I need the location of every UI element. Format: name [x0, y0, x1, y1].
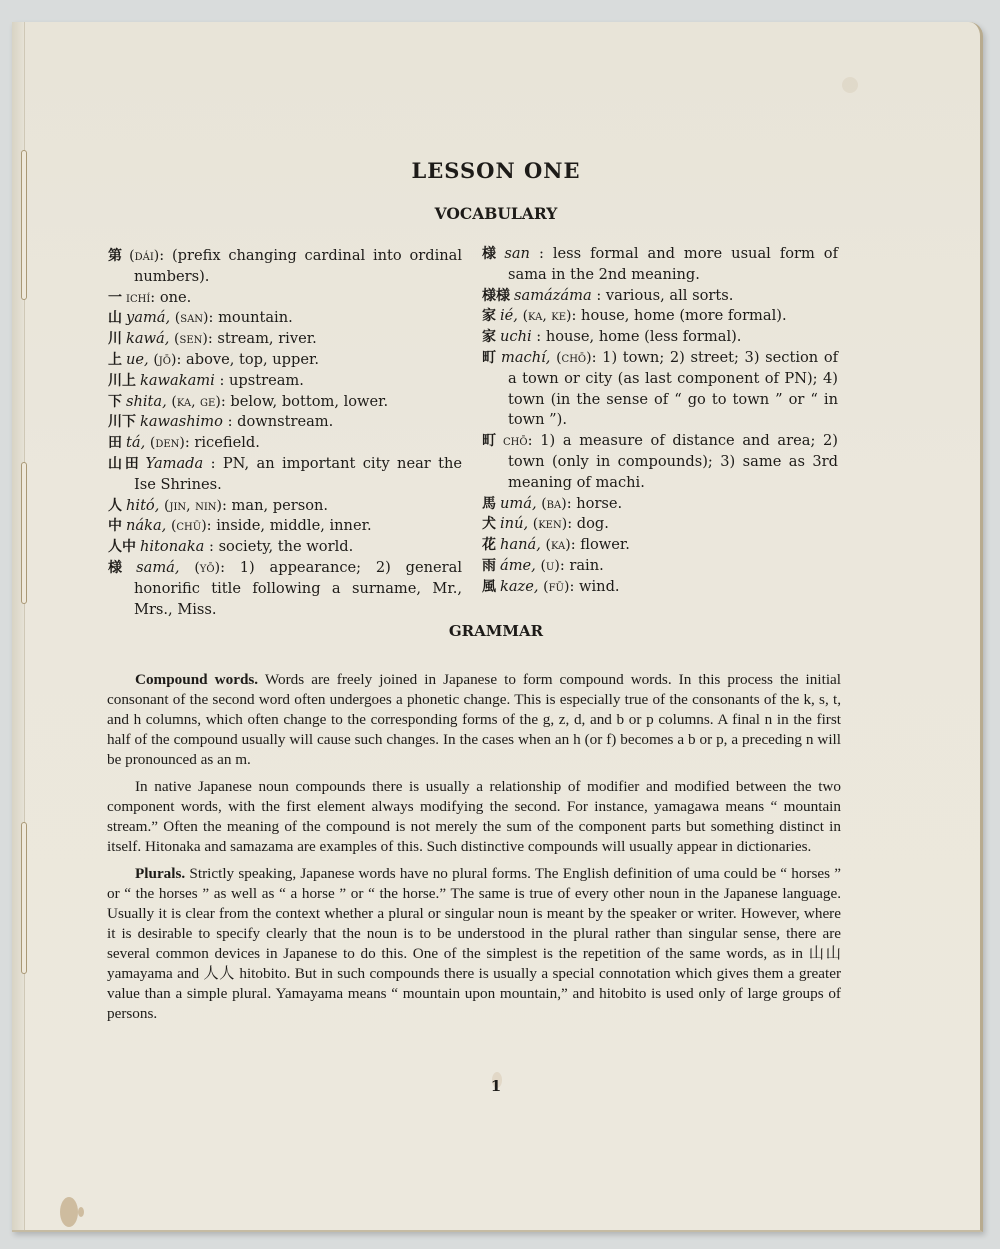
entry-kanji: 上: [108, 351, 122, 368]
entry-onyomi: (ka, ge): [171, 393, 221, 410]
entry-reading: ue,: [126, 350, 149, 368]
entry-reading: áme,: [500, 556, 536, 574]
entry-reading: yamá,: [126, 309, 171, 327]
entry-kanji: 馬: [482, 495, 496, 512]
grammar-heading: GRAMMAR: [448, 622, 544, 640]
vocabulary-entry: [108, 329, 462, 350]
entry-kanji: 犬: [482, 516, 496, 533]
entry-onyomi: (san): [174, 310, 209, 327]
entry-kanji: 様様: [482, 287, 510, 304]
entry-definition: : man, person.: [221, 496, 329, 514]
entry-definition: : flower.: [570, 536, 630, 554]
entry-definition: : 1) a measure of distance and area; 2) town (only in compounds); 3) same as 3rd meaning of machi.: [508, 432, 838, 491]
entry-definition: : house, home (less formal).: [536, 328, 742, 346]
vocabulary-entry: [482, 306, 838, 327]
entry-reading: inú,: [500, 515, 529, 533]
grammar-paragraph: [107, 777, 841, 857]
entry-onyomi: (dái): [129, 248, 160, 264]
entry-reading: kawá,: [126, 330, 170, 348]
binding-stitch: [21, 462, 27, 604]
vocabulary-entry: [108, 308, 462, 329]
entry-onyomi: (jō): [153, 351, 177, 368]
entry-onyomi: (u): [540, 557, 560, 574]
vocabulary-entry: [108, 496, 462, 517]
entry-definition: : rain.: [559, 556, 604, 574]
entry-kanji: 家: [482, 329, 496, 346]
paragraph-text: Strictly speaking, Japanese words have no plural forms. The English definition of uma could be “ horses ” or “ the horses ” as well as “ a horse ” or “ the horse.” The same is true of every other noun in the Japanese language. Usually it is clear from the context whether a plural or singular noun is meant by the speaker or writer. However, where it is desirable to specify clearly that the noun is to be understood in the plural rather than singular sense, there are several common devices in Japanese to do this. One of the simplest is the repetition of the same words, as in 山山 yamayama and 人人 hitobito. But in such compounds there is usually a special connotation which gives them a greater value than a simple plural. Yamayama means “ mountain upon mountain,” and hitobito is used only of large groups of persons.: [107, 865, 841, 1022]
vocabulary-entry: [108, 433, 462, 454]
entry-kanji: 川下: [108, 414, 136, 431]
entry-definition: : dog.: [567, 515, 609, 533]
entry-kanji: 川上: [108, 372, 136, 389]
entry-kanji: 川: [108, 331, 122, 348]
entry-definition: : various, all sorts.: [596, 286, 734, 304]
binding-stitch: [21, 822, 27, 974]
entry-kanji: 第: [108, 248, 126, 264]
entry-definition: : below, bottom, lower.: [220, 392, 389, 410]
entry-onyomi: (yō): [194, 559, 221, 576]
entry-definition: : downstream.: [227, 413, 334, 431]
entry-reading: san: [504, 245, 530, 262]
vocabulary-entry: [482, 577, 838, 598]
entry-kanji: 田: [108, 435, 122, 452]
vocabulary-entry: [482, 535, 838, 556]
entry-onyomi: (den): [149, 435, 185, 452]
entry-kanji: 一: [108, 289, 122, 306]
entry-definition: : (prefix changing cardinal into ordinal numbers).: [134, 247, 462, 285]
entry-definition: : one.: [150, 288, 192, 306]
entry-kanji: 町: [482, 433, 500, 450]
vocabulary-entry: [108, 537, 462, 558]
paragraph-lead: Plurals.: [135, 865, 186, 882]
entry-definition: : 1) town; 2) street; 3) section of a town or city (as last component of PN); 4) town (in the sense of “ go to town ” or “ in town ”).: [508, 348, 839, 429]
entry-onyomi: (fū): [543, 578, 570, 595]
page-number: 1: [490, 1077, 502, 1095]
entry-reading: hitonaka: [140, 538, 205, 556]
entry-onyomi: (ba): [541, 495, 567, 512]
vocabulary-entry: [108, 454, 462, 496]
paragraph-lead: Compound words.: [135, 671, 259, 688]
vocabulary-entry: [108, 392, 462, 413]
vocabulary-entry: [482, 431, 838, 493]
vocabulary-entry: [108, 558, 462, 620]
entry-reading: ié,: [500, 307, 518, 325]
entry-onyomi: (sen): [174, 331, 208, 348]
entry-onyomi: chō: [503, 433, 528, 450]
paragraph-text: In native Japanese noun compounds there is usually a relationship of modifier and modified between the two component words, with the first element always modifying the second. For instance, yamagawa means “ mountain stream.” Often the meaning of the compound is not merely the sum of the component parts but something distinct in itself. Hitonaka and samazama are examples of this. Such distinctive compounds will usually appear in dictionaries.: [107, 778, 841, 855]
vocabulary-entry: [108, 288, 462, 309]
grammar-section: [107, 670, 841, 1031]
entry-onyomi: ichí: [126, 289, 151, 306]
entry-definition: : ricefield.: [184, 434, 260, 452]
entry-definition: : upstream.: [219, 371, 304, 389]
entry-definition: : society, the world.: [209, 538, 354, 556]
entry-reading: hitó,: [126, 496, 160, 514]
entry-reading: Yamada: [145, 454, 204, 472]
entry-reading: kawashimo: [140, 413, 223, 431]
vocabulary-left-column: [108, 246, 462, 620]
entry-onyomi: (ken): [532, 516, 568, 533]
entry-kanji: 家: [482, 308, 496, 325]
entry-kanji: 花: [482, 537, 496, 554]
paper-stain: [60, 1197, 78, 1227]
entry-reading: samá,: [136, 558, 180, 576]
entry-reading: tá,: [126, 434, 146, 452]
grammar-paragraph: [107, 670, 841, 770]
book-page: [12, 22, 983, 1232]
entry-reading: umá,: [500, 494, 537, 512]
entry-kanji: 様: [108, 559, 133, 576]
vocabulary-entry: [482, 348, 838, 431]
entry-onyomi: (ka): [545, 537, 571, 554]
vocabulary-entry: [108, 516, 462, 537]
entry-definition: : stream, river.: [207, 330, 317, 348]
vocabulary-entry: [482, 286, 838, 307]
entry-reading: shita,: [126, 392, 167, 410]
entry-onyomi: (ka, ke): [522, 308, 572, 325]
entry-kanji: 人: [108, 497, 122, 514]
vocabulary-heading: VOCABULARY: [434, 204, 558, 223]
entry-kanji: 山田: [108, 455, 142, 472]
entry-definition: : PN, an important city near the Ise Shrines.: [134, 454, 463, 493]
entry-kanji: 様: [482, 246, 501, 262]
entry-onyomi: (jin, nin): [164, 497, 222, 514]
entry-onyomi: (chō): [556, 349, 592, 366]
entry-kanji: 下: [108, 393, 122, 410]
entry-definition: : 1) appearance; 2) general honorific title following a surname, Mr., Mrs., Miss.: [134, 558, 462, 618]
lesson-title: LESSON ONE: [411, 158, 581, 183]
entry-reading: kaze,: [500, 577, 539, 595]
vocabulary-entry: [482, 244, 838, 286]
entry-reading: machí,: [501, 348, 551, 366]
entry-kanji: 山: [108, 310, 122, 327]
entry-kanji: 町: [482, 349, 498, 366]
paragraph-text: Words are freely joined in Japanese to form compound words. In this process the initial consonant of the second word often undergoes a phonetic change. This is especially true of the consonants of the k, s, t, and h columns, which often change to the corresponding forms of the g, z, d, and b or p columns. A final n in the first half of the compound usually will cause such changes. In the cases when an h (or f) becomes a b or p, a preceding n will be pronounced as an m.: [107, 671, 841, 768]
vocabulary-entry: [482, 556, 838, 577]
entry-reading: uchi: [500, 328, 532, 346]
entry-definition: : less formal and more usual form of sama in the 2nd meaning.: [508, 245, 838, 283]
entry-definition: : above, top, upper.: [176, 350, 320, 368]
entry-reading: haná,: [500, 536, 541, 554]
vocabulary-entry: [108, 246, 462, 288]
entry-onyomi: (chū): [170, 518, 207, 535]
entry-kanji: 人中: [108, 539, 136, 556]
entry-definition: : house, home (more formal).: [571, 307, 787, 325]
paper-stain: [842, 77, 858, 93]
entry-definition: : mountain.: [208, 309, 293, 327]
entry-definition: : inside, middle, inner.: [206, 517, 372, 535]
entry-definition: : horse.: [566, 494, 623, 512]
entry-kanji: 風: [482, 578, 496, 595]
entry-kanji: 中: [108, 518, 122, 535]
entry-definition: : wind.: [569, 577, 620, 595]
entry-kanji: 雨: [482, 557, 496, 574]
entry-reading: náka,: [126, 517, 167, 535]
grammar-paragraph: [107, 864, 841, 1024]
vocabulary-entry: [108, 412, 462, 433]
vocabulary-entry: [482, 514, 838, 535]
entry-reading: kawakami: [140, 371, 215, 389]
vocabulary-entry: [482, 494, 838, 515]
vocabulary-entry: [482, 327, 838, 348]
paper-stain: [78, 1207, 84, 1217]
entry-reading: samázáma: [514, 286, 592, 304]
vocabulary-entry: [108, 371, 462, 392]
vocabulary-right-column: [482, 244, 838, 598]
vocabulary-entry: [108, 350, 462, 371]
